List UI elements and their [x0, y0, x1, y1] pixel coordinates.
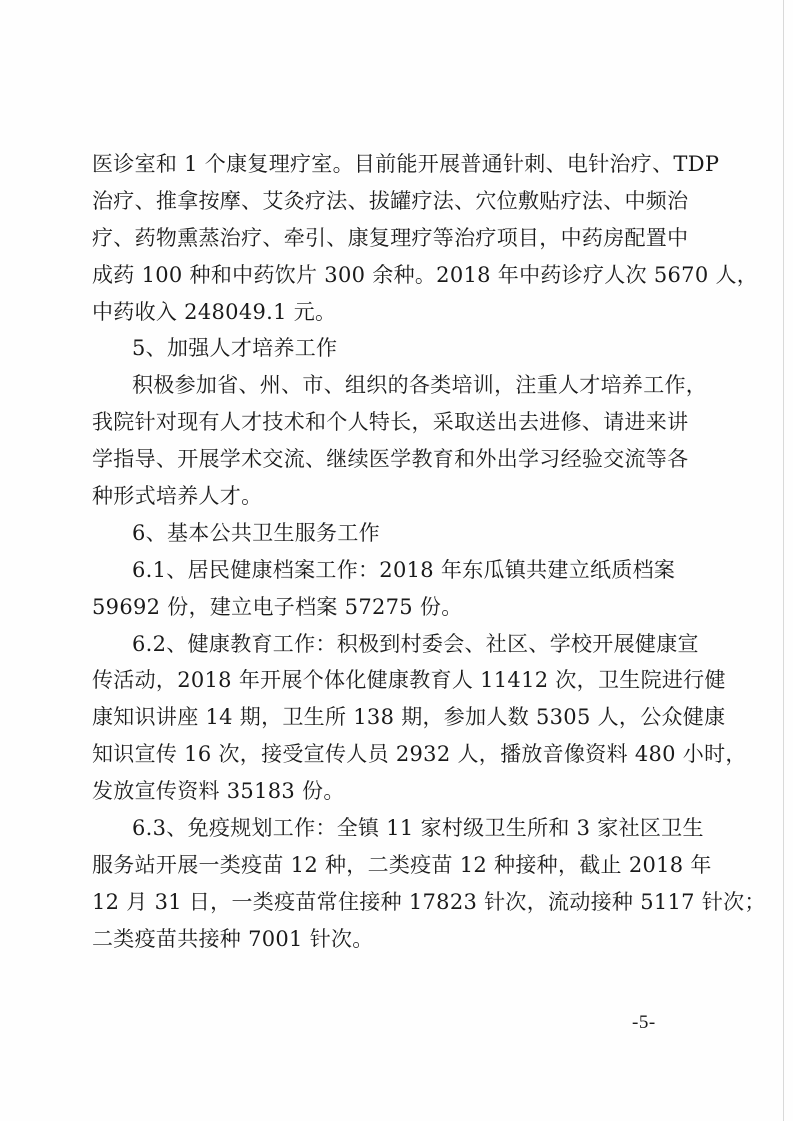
text-line: 传活动，2018 年开展个体化健康教育人 11412 次，卫生院进行健 [92, 668, 726, 693]
text-line: 成药 100 种和中药饮片 300 余种。2018 年中药诊疗人次 5670 人， [92, 262, 759, 287]
text-line: 康知识讲座 14 期，卫生所 138 期，参加人数 5305 人，公众健康 [92, 705, 726, 730]
text-line: 12 月 31 日，一类疫苗常住接种 17823 针次，流动接种 5117 针次； [92, 889, 766, 914]
text-line: 6.1、居民健康档案工作：2018 年东瓜镇共建立纸质档案 [132, 557, 676, 582]
text-line: 我院针对现有人才技术和个人特长，采取送出去进修、请进来讲 [92, 410, 689, 435]
text-line: 59692 份，建立电子档案 57275 份。 [92, 594, 463, 619]
text-line: 发放宣传资料 35183 份。 [92, 779, 345, 804]
section-heading: 5、加强人才培养工作 [132, 336, 338, 361]
text-line: 服务站开展一类疫苗 12 种，二类疫苗 12 种接种，截止 2018 年 [92, 852, 712, 877]
text-line: 疗、药物熏蒸治疗、牵引、康复理疗等治疗项目，中药房配置中 [92, 225, 689, 250]
text-line: 二类疫苗共接种 7001 针次。 [92, 926, 374, 951]
page-number: -5- [632, 1012, 656, 1033]
text-line: 种形式培养人才。 [92, 484, 263, 509]
text-line: 6.3、免疫规划工作：全镇 11 家村级卫生所和 3 家社区卫生 [132, 816, 704, 841]
text-line: 治疗、推拿按摩、艾灸疗法、拔罐疗法、穴位敷贴疗法、中频治 [92, 188, 689, 213]
text-line: 积极参加省、州、市、组织的各类培训，注重人才培养工作， [132, 373, 708, 398]
text-line: 学指导、开展学术交流、继续医学教育和外出学习经验交流等各 [92, 447, 689, 472]
body-text [92, 146, 766, 958]
text-line: 6.2、健康教育工作：积极到村委会、社区、学校开展健康宣 [132, 631, 699, 656]
section-heading: 6、基本公共卫生服务工作 [132, 520, 380, 545]
text-line: 知识宣传 16 次，接受宣传人员 2932 人，播放音像资料 480 小时， [92, 742, 747, 767]
text-line: 医诊室和 1 个康复理疗室。目前能开展普通针刺、电针治疗、TDP [92, 152, 720, 176]
scan-edge-divider [783, 0, 784, 1121]
text-line: 中药收入 248049.1 元。 [92, 299, 337, 324]
